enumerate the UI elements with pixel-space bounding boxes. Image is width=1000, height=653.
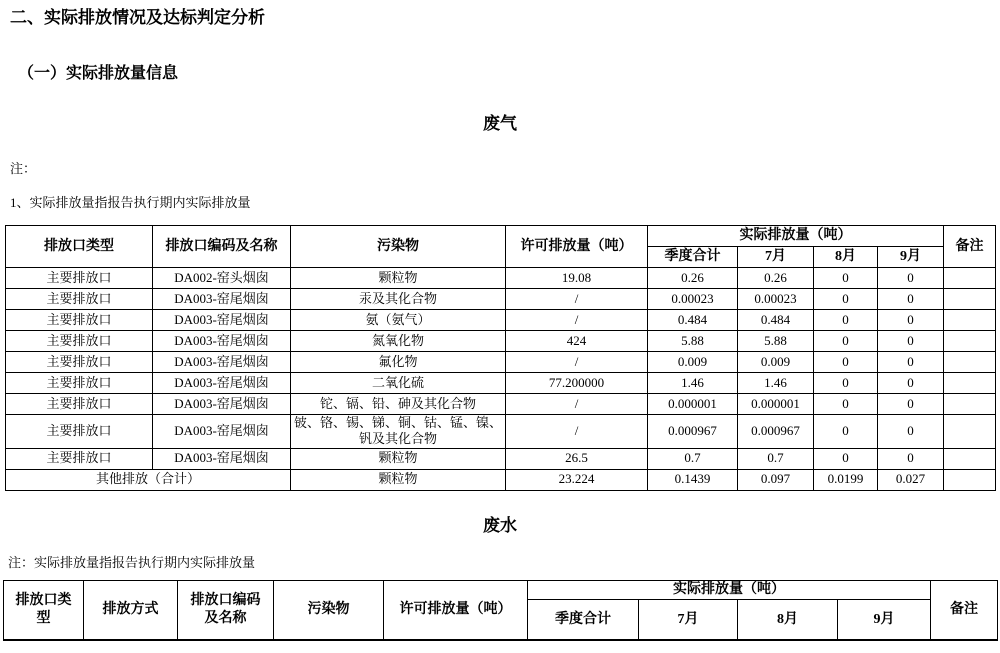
table-row bbox=[6, 331, 996, 352]
aug-cell: 0 bbox=[814, 289, 878, 310]
water-header-row-1 bbox=[4, 580, 998, 599]
remark-cell bbox=[944, 415, 996, 449]
outlet-code-cell: DA003-窑尾烟囱 bbox=[153, 310, 291, 331]
water-emission-table bbox=[3, 580, 998, 642]
sep-cell: 0 bbox=[878, 331, 944, 352]
remark-cell bbox=[944, 394, 996, 415]
pollutant-cell: 氨（氨气） bbox=[291, 310, 506, 331]
gas-note-label: 注： bbox=[10, 161, 37, 176]
table-row bbox=[6, 469, 996, 490]
aug-cell: 0 bbox=[814, 448, 878, 469]
outlet-code-cell: DA003-窑尾烟囱 bbox=[153, 415, 291, 449]
jul-cell: 0.097 bbox=[738, 469, 814, 490]
jul-cell: 0.26 bbox=[738, 268, 814, 289]
pollutant-cell: 颗粒物 bbox=[291, 469, 506, 490]
aug-cell: 0 bbox=[814, 373, 878, 394]
quarter-total-cell: 0.000967 bbox=[648, 415, 738, 449]
permitted-cell: 19.08 bbox=[506, 268, 648, 289]
outlet-type-cell: 主要排放口 bbox=[6, 448, 153, 469]
water-col-aug: 8月 bbox=[738, 599, 838, 640]
gas-col-actual-group: 实际排放量（吨） bbox=[648, 226, 944, 247]
aug-cell: 0 bbox=[814, 310, 878, 331]
pollutant-cell: 铊、镉、铅、砷及其化合物 bbox=[291, 394, 506, 415]
gas-col-outlet-type: 排放口类型 bbox=[6, 226, 153, 268]
outlet-code-cell: DA002-窑头烟囱 bbox=[153, 268, 291, 289]
water-section-heading: 废水 bbox=[483, 515, 517, 535]
permitted-cell: / bbox=[506, 394, 648, 415]
outlet-type-cell: 其他排放（合计） bbox=[6, 469, 291, 490]
aug-cell: 0 bbox=[814, 394, 878, 415]
aug-cell: 0 bbox=[814, 268, 878, 289]
gas-header-row-1 bbox=[6, 226, 996, 247]
pollutant-cell: 汞及其化合物 bbox=[291, 289, 506, 310]
gas-col-outlet-code: 排放口编码及名称 bbox=[153, 226, 291, 268]
permitted-cell: 424 bbox=[506, 331, 648, 352]
quarter-total-cell: 5.88 bbox=[648, 331, 738, 352]
water-col-jul: 7月 bbox=[639, 599, 738, 640]
pollutant-cell: 氮氧化物 bbox=[291, 331, 506, 352]
outlet-type-cell: 主要排放口 bbox=[6, 394, 153, 415]
aug-cell: 0.0199 bbox=[814, 469, 878, 490]
water-col-outlet-code: 排放口编码及名称 bbox=[178, 580, 274, 640]
remark-cell bbox=[944, 469, 996, 490]
water-col-permitted: 许可排放量（吨） bbox=[384, 580, 528, 640]
outlet-code-cell: DA003-窑尾烟囱 bbox=[153, 394, 291, 415]
gas-note-1: 1、实际排放量指报告执行期内实际排放量 bbox=[10, 195, 251, 210]
permitted-cell: / bbox=[506, 415, 648, 449]
gas-section-heading: 废气 bbox=[483, 114, 517, 133]
remark-cell bbox=[944, 373, 996, 394]
gas-col-jul: 7月 bbox=[738, 247, 814, 268]
sep-cell: 0 bbox=[878, 373, 944, 394]
quarter-total-cell: 0.009 bbox=[648, 352, 738, 373]
remark-cell bbox=[944, 289, 996, 310]
jul-cell: 5.88 bbox=[738, 331, 814, 352]
jul-cell: 0.009 bbox=[738, 352, 814, 373]
permitted-cell: / bbox=[506, 289, 648, 310]
aug-cell: 0 bbox=[814, 352, 878, 373]
outlet-type-cell: 主要排放口 bbox=[6, 352, 153, 373]
pollutant-cell: 颗粒物 bbox=[291, 268, 506, 289]
remark-cell bbox=[944, 310, 996, 331]
outlet-code-cell: DA003-窑尾烟囱 bbox=[153, 289, 291, 310]
table-row bbox=[6, 448, 996, 469]
outlet-code-cell: DA003-窑尾烟囱 bbox=[153, 373, 291, 394]
gas-col-remark: 备注 bbox=[944, 226, 996, 268]
permitted-cell: 26.5 bbox=[506, 448, 648, 469]
gas-col-pollutant: 污染物 bbox=[291, 226, 506, 268]
gas-col-quarter-total: 季度合计 bbox=[648, 247, 738, 268]
jul-cell: 1.46 bbox=[738, 373, 814, 394]
quarter-total-cell: 0.484 bbox=[648, 310, 738, 331]
table-row bbox=[6, 310, 996, 331]
pollutant-cell: 氟化物 bbox=[291, 352, 506, 373]
table-row bbox=[6, 394, 996, 415]
aug-cell: 0 bbox=[814, 415, 878, 449]
permitted-cell: 23.224 bbox=[506, 469, 648, 490]
jul-cell: 0.000967 bbox=[738, 415, 814, 449]
water-col-quarter-total: 季度合计 bbox=[528, 599, 639, 640]
main-title: 二、实际排放情况及达标判定分析 bbox=[10, 8, 265, 27]
document-page bbox=[0, 8, 1000, 641]
aug-cell: 0 bbox=[814, 331, 878, 352]
sep-cell: 0.027 bbox=[878, 469, 944, 490]
quarter-total-cell: 0.00023 bbox=[648, 289, 738, 310]
permitted-cell: 77.200000 bbox=[506, 373, 648, 394]
outlet-type-cell: 主要排放口 bbox=[6, 268, 153, 289]
sep-cell: 0 bbox=[878, 268, 944, 289]
outlet-type-cell: 主要排放口 bbox=[6, 310, 153, 331]
outlet-type-cell: 主要排放口 bbox=[6, 331, 153, 352]
section-title: （一）实际排放量信息 bbox=[18, 65, 179, 82]
jul-cell: 0.484 bbox=[738, 310, 814, 331]
table-row bbox=[6, 289, 996, 310]
table-row bbox=[6, 268, 996, 289]
outlet-type-cell: 主要排放口 bbox=[6, 373, 153, 394]
remark-cell bbox=[944, 448, 996, 469]
remark-cell bbox=[944, 331, 996, 352]
pollutant-cell: 二氧化硫 bbox=[291, 373, 506, 394]
pollutant-cell: 铍、铬、锡、锑、铜、钴、锰、镍、钒及其化合物 bbox=[291, 415, 506, 449]
table-row bbox=[6, 415, 996, 449]
outlet-code-cell: DA003-窑尾烟囱 bbox=[153, 331, 291, 352]
gas-col-permitted: 许可排放量（吨） bbox=[506, 226, 648, 268]
water-col-actual-group: 实际排放量（吨） bbox=[528, 580, 931, 599]
quarter-total-cell: 0.1439 bbox=[648, 469, 738, 490]
water-col-remark: 备注 bbox=[931, 580, 998, 640]
table-row bbox=[6, 373, 996, 394]
quarter-total-cell: 0.26 bbox=[648, 268, 738, 289]
gas-col-sep: 9月 bbox=[878, 247, 944, 268]
sep-cell: 0 bbox=[878, 448, 944, 469]
gas-col-aug: 8月 bbox=[814, 247, 878, 268]
jul-cell: 0.00023 bbox=[738, 289, 814, 310]
outlet-code-cell: DA003-窑尾烟囱 bbox=[153, 448, 291, 469]
jul-cell: 0.000001 bbox=[738, 394, 814, 415]
remark-cell bbox=[944, 268, 996, 289]
outlet-type-cell: 主要排放口 bbox=[6, 289, 153, 310]
quarter-total-cell: 0.7 bbox=[648, 448, 738, 469]
water-col-outlet-type: 排放口类型 bbox=[4, 580, 84, 640]
table-row bbox=[6, 352, 996, 373]
permitted-cell: / bbox=[506, 310, 648, 331]
water-col-discharge-mode: 排放方式 bbox=[84, 580, 178, 640]
outlet-type-cell: 主要排放口 bbox=[6, 415, 153, 449]
water-col-sep: 9月 bbox=[838, 599, 931, 640]
outlet-code-cell: DA003-窑尾烟囱 bbox=[153, 352, 291, 373]
gas-emission-table bbox=[5, 225, 996, 491]
water-col-pollutant: 污染物 bbox=[274, 580, 384, 640]
sep-cell: 0 bbox=[878, 394, 944, 415]
sep-cell: 0 bbox=[878, 352, 944, 373]
jul-cell: 0.7 bbox=[738, 448, 814, 469]
sep-cell: 0 bbox=[878, 415, 944, 449]
pollutant-cell: 颗粒物 bbox=[291, 448, 506, 469]
quarter-total-cell: 1.46 bbox=[648, 373, 738, 394]
remark-cell bbox=[944, 352, 996, 373]
quarter-total-cell: 0.000001 bbox=[648, 394, 738, 415]
sep-cell: 0 bbox=[878, 310, 944, 331]
sep-cell: 0 bbox=[878, 289, 944, 310]
permitted-cell: / bbox=[506, 352, 648, 373]
water-note: 注：实际排放量指报告执行期内实际排放量 bbox=[8, 554, 256, 570]
